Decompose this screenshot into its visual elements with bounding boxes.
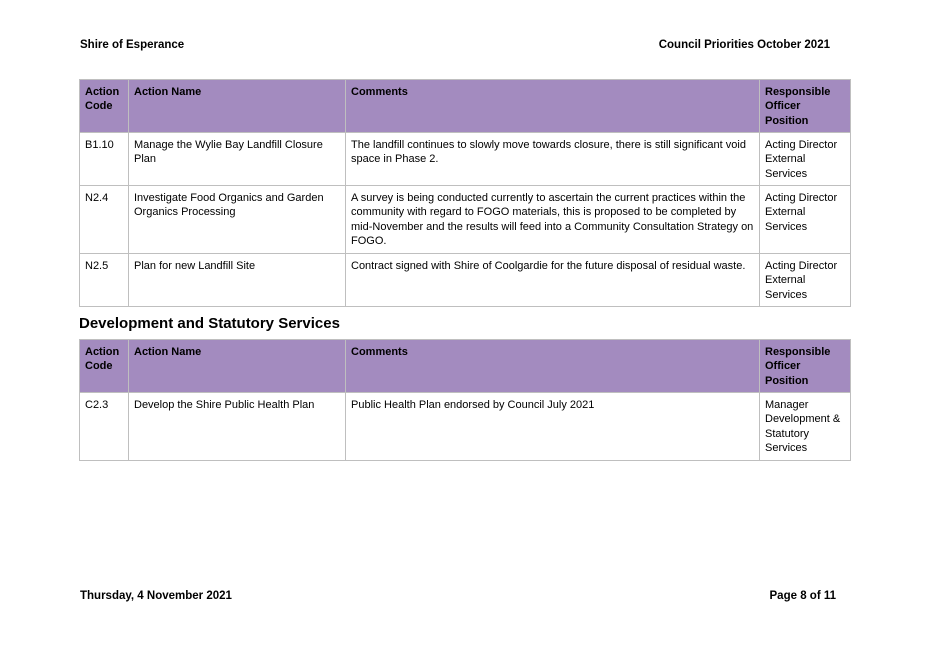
column-header-responsible-officer: Responsible Officer Position [760, 340, 851, 393]
comments-cell: A survey is being conducted currently to ascertain the current practices within the community with regard to FOGO materials, this is proposed to be completed by mid-November and the results will feed into a Community Consultation Strategy on FOGO. [346, 186, 760, 254]
comments-cell: Public Health Plan endorsed by Council July 2021 [346, 393, 760, 461]
section-heading: Development and Statutory Services [79, 315, 340, 332]
action-name-cell: Develop the Shire Public Health Plan [129, 393, 346, 461]
organisation-name: Shire of Esperance [80, 39, 185, 51]
action-code-cell: C2.3 [80, 393, 129, 461]
table-row [80, 133, 851, 186]
page-number: Page 8 of 11 [769, 590, 836, 602]
action-code-cell: N2.5 [80, 254, 129, 307]
action-name-cell: Plan for new Landfill Site [129, 254, 346, 307]
footer-date: Thursday, 4 November 2021 [80, 590, 232, 602]
priorities-table-waste [79, 79, 851, 307]
action-code-cell: B1.10 [80, 133, 129, 186]
column-header-comments: Comments [346, 80, 760, 133]
column-header-action-name: Action Name [129, 80, 346, 133]
table-header-row [80, 340, 851, 393]
responsible-officer-cell: Acting Director External Services [760, 254, 851, 307]
action-name-cell: Investigate Food Organics and Garden Organics Processing [129, 186, 346, 254]
column-header-action-code: Action Code [80, 340, 129, 393]
responsible-officer-cell: Acting Director External Services [760, 186, 851, 254]
column-header-comments: Comments [346, 340, 760, 393]
table-row [80, 254, 851, 307]
action-code-cell: N2.4 [80, 186, 129, 254]
column-header-responsible-officer: Responsible Officer Position [760, 80, 851, 133]
priorities-table-development [79, 339, 851, 461]
table-row [80, 393, 851, 461]
responsible-officer-cell: Acting Director External Services [760, 133, 851, 186]
table-row [80, 186, 851, 254]
table-header-row [80, 80, 851, 133]
column-header-action-code: Action Code [80, 80, 129, 133]
action-name-cell: Manage the Wylie Bay Landfill Closure Plan [129, 133, 346, 186]
comments-cell: The landfill continues to slowly move towards closure, there is still significant void space in Phase 2. [346, 133, 760, 186]
responsible-officer-cell: Manager Development & Statutory Services [760, 393, 851, 461]
document-title: Council Priorities October 2021 [658, 39, 830, 51]
comments-cell: Contract signed with Shire of Coolgardie for the future disposal of residual waste. [346, 254, 760, 307]
column-header-action-name: Action Name [129, 340, 346, 393]
